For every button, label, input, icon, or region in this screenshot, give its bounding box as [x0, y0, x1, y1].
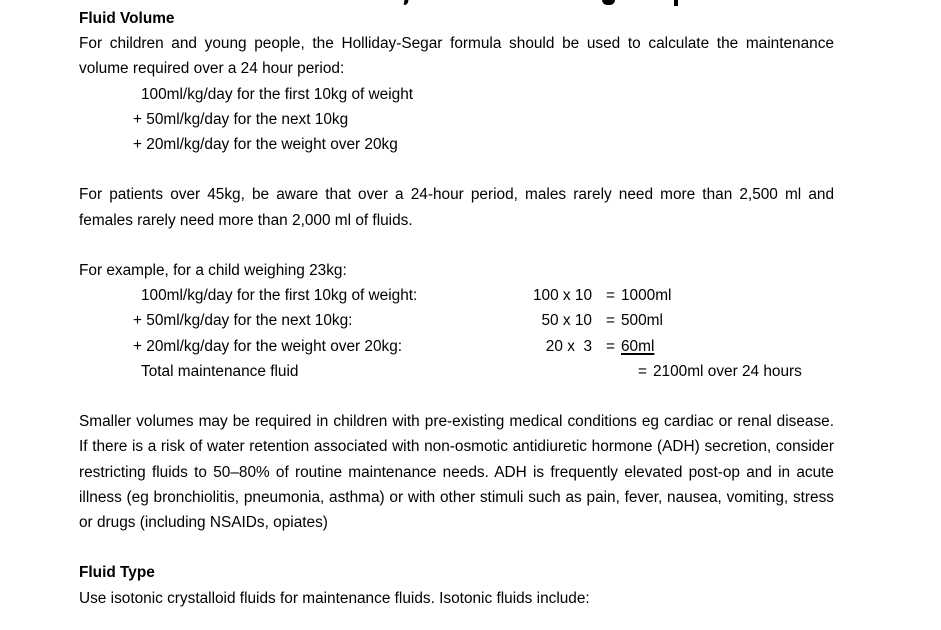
example-label: Total maintenance fluid [141, 362, 299, 380]
example-expression: 100 x 10 [532, 287, 592, 305]
example-label: + 20ml/kg/day for the weight over 20kg: [133, 337, 403, 355]
example-expression: 50 x 10 [541, 312, 592, 330]
example-row [79, 334, 834, 359]
equals-sign: = [606, 312, 615, 330]
formula-line-first-10kg: 100ml/kg/day for the first 10kg of weight [141, 85, 414, 103]
example-row [79, 308, 834, 333]
document-body [79, 6, 834, 611]
equals-sign: = [606, 337, 615, 355]
example-label: 100ml/kg/day for the first 10kg of weight: [141, 287, 418, 305]
equals-sign: = [606, 287, 615, 305]
example-row-total [79, 359, 834, 384]
section-heading-fluid-volume: Fluid Volume [79, 10, 175, 27]
paragraph-over-45kg: For patients over 45kg, be aware that over a 24-hour period, males rarely need more than 2,500 ml and females rarely need more than 2,000 ml of fluids. [79, 186, 834, 229]
example-value: 500ml [621, 312, 663, 330]
example-value: 2100ml over 24 hours [653, 362, 802, 380]
paragraph-holliday-segar: For children and young people, the Holliday-Segar formula should be used to calculate the maintenance volume required over a 24 hour period: [79, 35, 834, 78]
paragraph-isotonic-clipped: Use isotonic crystalloid fluids for maintenance fluids. Isotonic fluids include: [79, 589, 590, 607]
example-label: + 50ml/kg/day for the next 10kg: [133, 312, 353, 330]
section-heading-fluid-type: Fluid Type [79, 564, 155, 582]
formula-line-over-20kg: + 20ml/kg/day for the weight over 20kg [133, 136, 398, 154]
clipped-heading-g-descender-fragment [602, 0, 615, 5]
example-intro: For example, for a child weighing 23kg: [79, 262, 347, 279]
clipped-heading-comma-fragment [404, 0, 409, 5]
example-expression [504, 359, 592, 384]
example-value-underlined: 60ml [621, 337, 655, 355]
example-expression: 20 x 3 [545, 337, 592, 355]
example-row [79, 283, 834, 308]
equals-sign: = [638, 362, 647, 380]
formula-line-next-10kg: + 50ml/kg/day for the next 10kg [133, 110, 349, 128]
example-value: 1000ml [621, 287, 672, 305]
paragraph-smaller-volumes: Smaller volumes may be required in children with pre-existing medical conditions eg cardiac or renal disease. If there is a risk of water retention associated with non-osmotic antidiuretic hormone (ADH) secretion, consider restricting fluids to 50–80% of routine maintenance needs. ADH is frequently elevated post-op and in acute illness (eg bronchiolitis, pneumonia, asthma) or with other stimuli such as pain, fever, nausea, vomiting, stress or drugs (including NSAIDs, opiates) [79, 413, 834, 532]
